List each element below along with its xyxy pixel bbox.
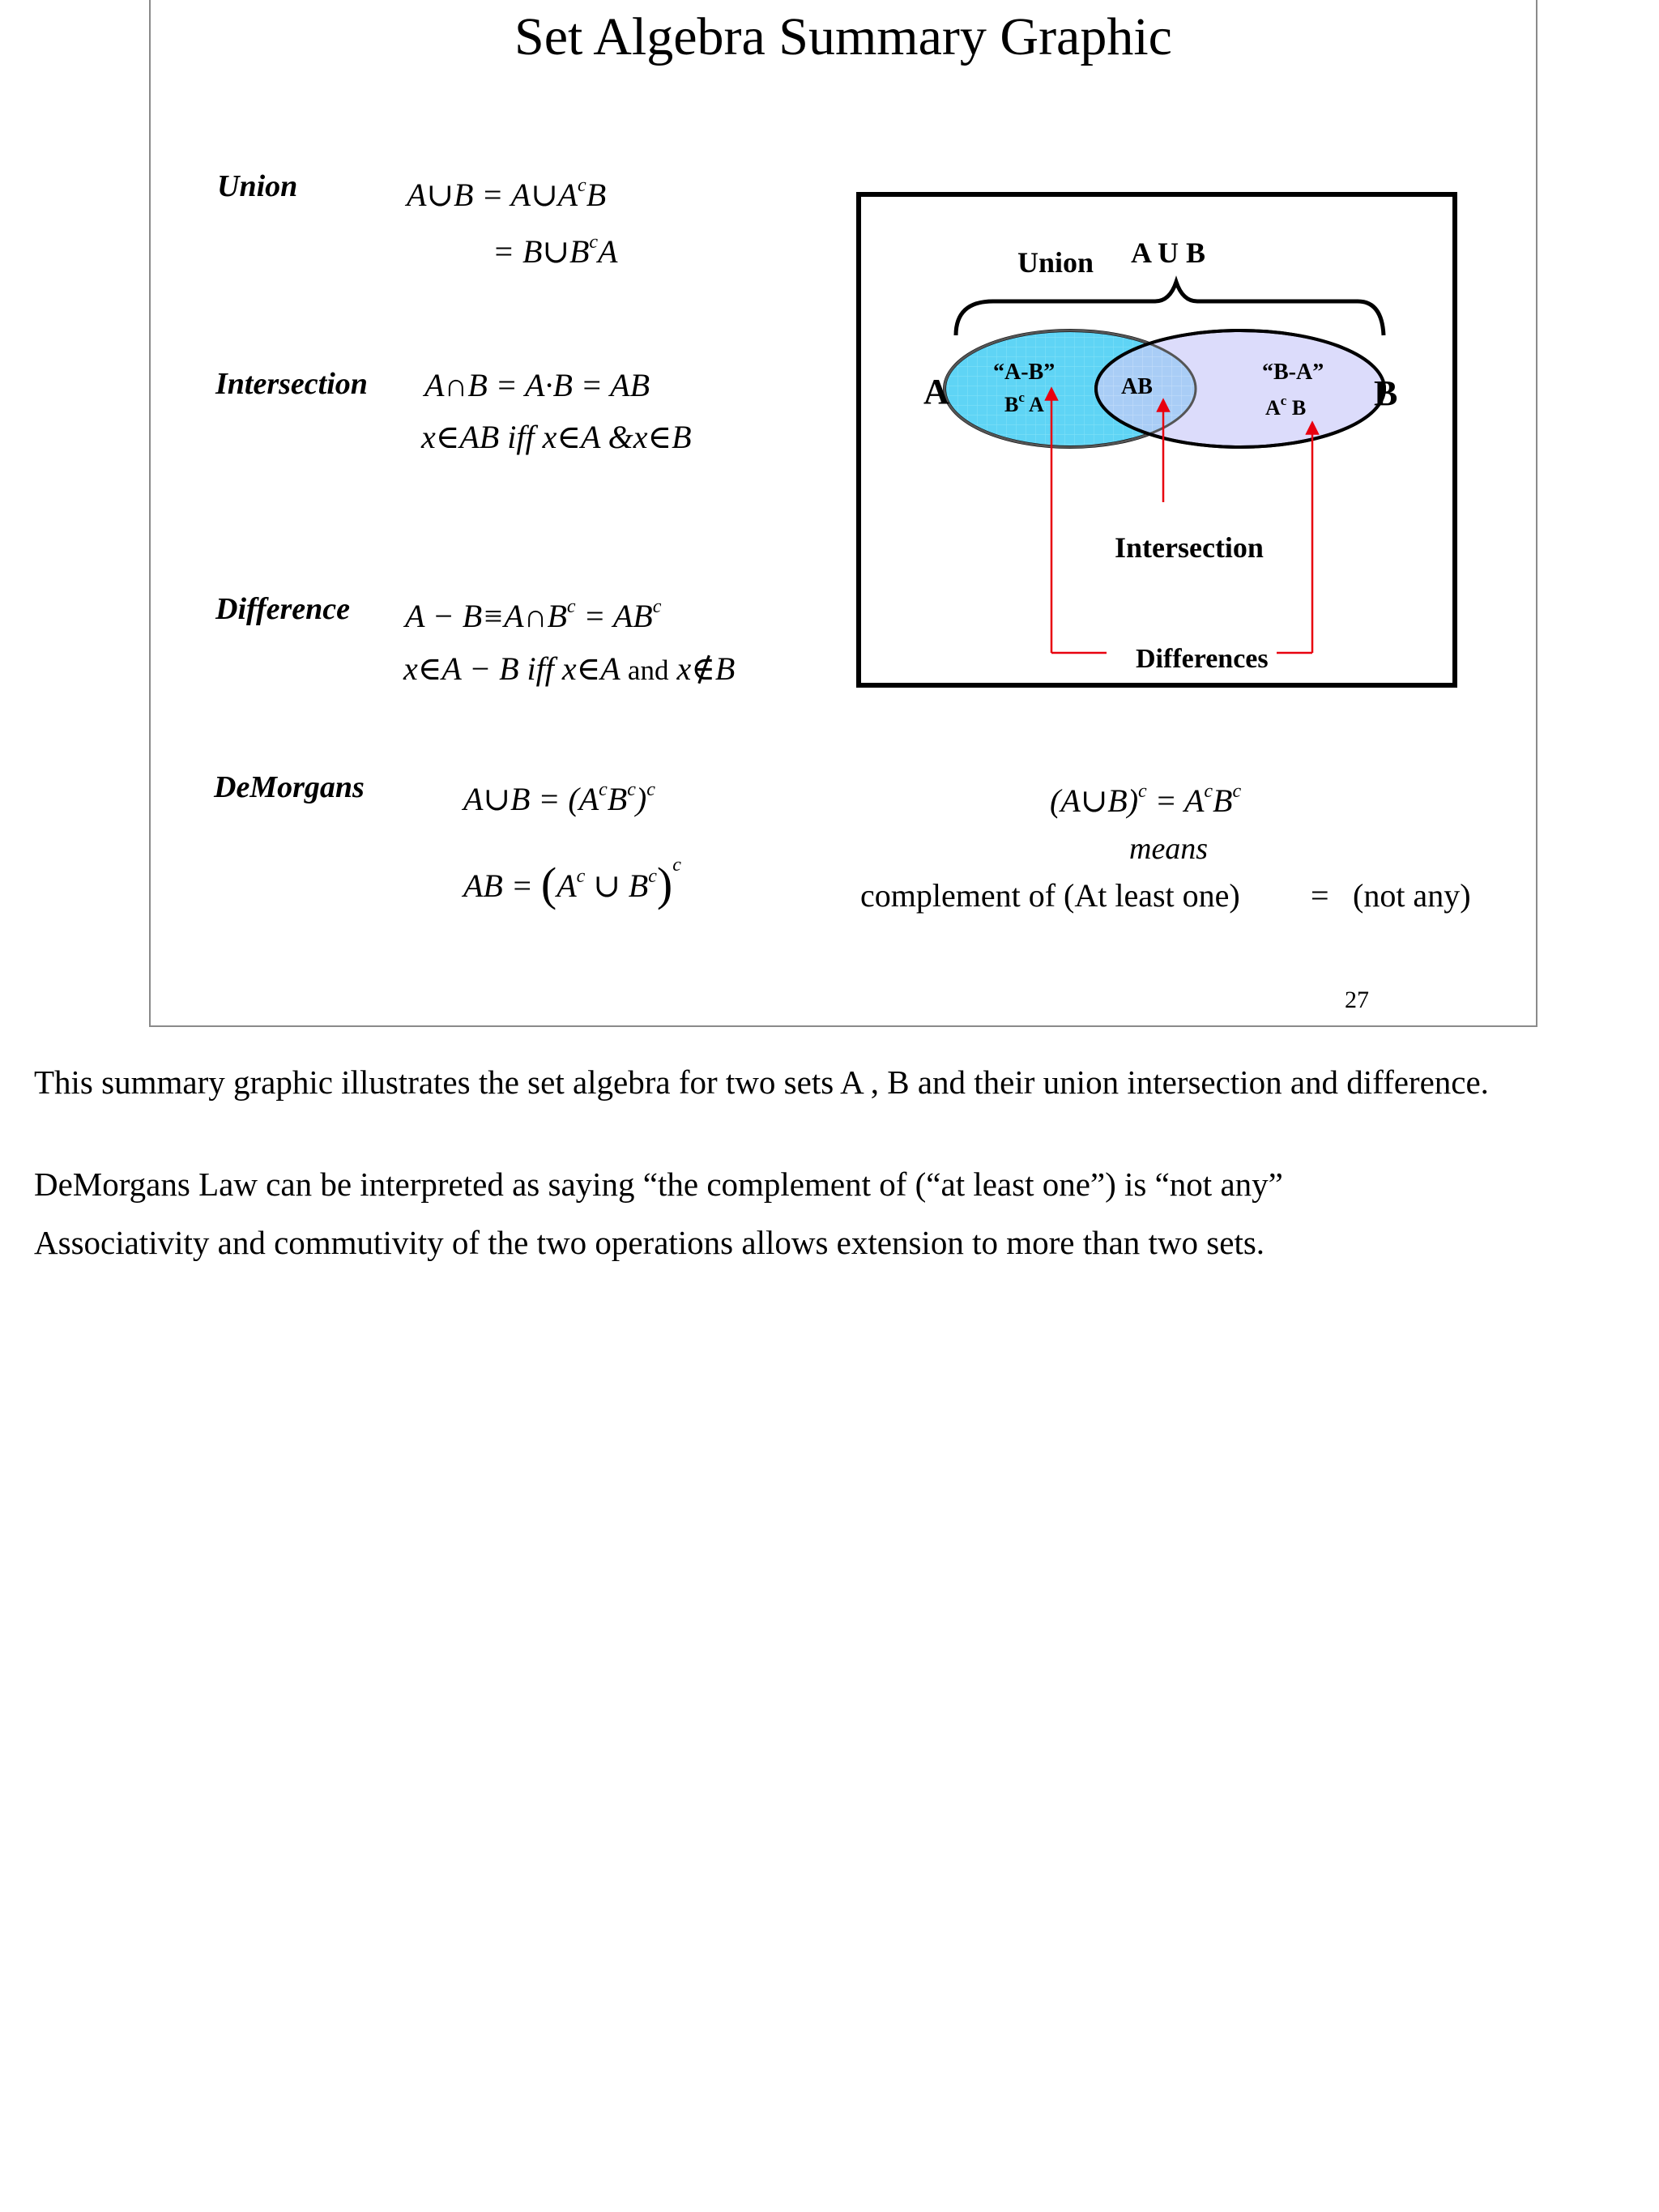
demorgans-complement-text: complement of (At least one): [860, 877, 1240, 914]
demorgans-eq1: A∪B = $(A^cB^c)^c$: [463, 779, 655, 817]
venn-a-minus-b: “A-B”: [993, 360, 1056, 385]
venn-set-a-label: A: [923, 372, 949, 411]
label-intersection: Intersection: [215, 367, 368, 401]
venn-diagram: [151, 0, 1539, 1027]
intersection-formula-line1: A∩B = A·B = AB: [424, 367, 650, 403]
difference-formula-line2: x∈A − B iff x∈A and x∉B: [403, 650, 736, 687]
venn-differences-label: Differences: [1136, 644, 1269, 674]
slide-title: Set Algebra Summary Graphic: [514, 7, 1172, 66]
demorgans-right-eq: (A∪B)$^c$ = $A^cB^c$: [1050, 781, 1242, 819]
demorgans-equals: =: [1311, 877, 1329, 914]
venn-bc-a: $B^c$ A: [1004, 390, 1044, 416]
slide: [149, 0, 1537, 1027]
venn-intersection-label: Intersection: [1115, 531, 1264, 564]
union-formula-line1: A∪B = $A\cup A^cB$: [407, 175, 607, 213]
venn-ac-b: $A^c$ B: [1265, 393, 1307, 420]
venn-ab: AB: [1121, 374, 1153, 399]
difference-formula-line1: $A - B\equiv A\cap B^c = AB^c$: [405, 596, 662, 634]
venn-union-label: Union: [1017, 246, 1094, 279]
demorgans-means: means: [1129, 832, 1209, 866]
union-brace: [956, 282, 1384, 335]
label-difference: Difference: [215, 592, 351, 626]
page-number: 27: [1345, 987, 1369, 1013]
demorgans-not-any: (not any): [1353, 877, 1471, 914]
description-paragraph-3: Associativity and commutivity of the two operations allows extension to more than two sets.: [34, 1224, 1265, 1261]
union-formula-line2: = $B\cup B^cA$: [493, 232, 618, 270]
demorgans-eq2: AB = ($A^c$ ∪ $B^c)^c$: [463, 855, 681, 910]
venn-b-minus-a: “B-A”: [1262, 360, 1324, 385]
label-union: Union: [217, 169, 298, 203]
description-paragraph-2: DeMorgans Law can be interpreted as saying “the complement of (“at least one”) is “not any”: [34, 1166, 1283, 1203]
label-demorgans: DeMorgans: [214, 770, 365, 804]
venn-set-b-label: B: [1374, 373, 1398, 413]
intersection-formula-line2: x∈AB iff x∈A &x∈B: [421, 419, 692, 455]
description-paragraph-1: This summary graphic illustrates the set algebra for two sets A , B and their union intersection and difference.: [34, 1063, 1489, 1101]
venn-aub-label: A U B: [1131, 237, 1206, 269]
